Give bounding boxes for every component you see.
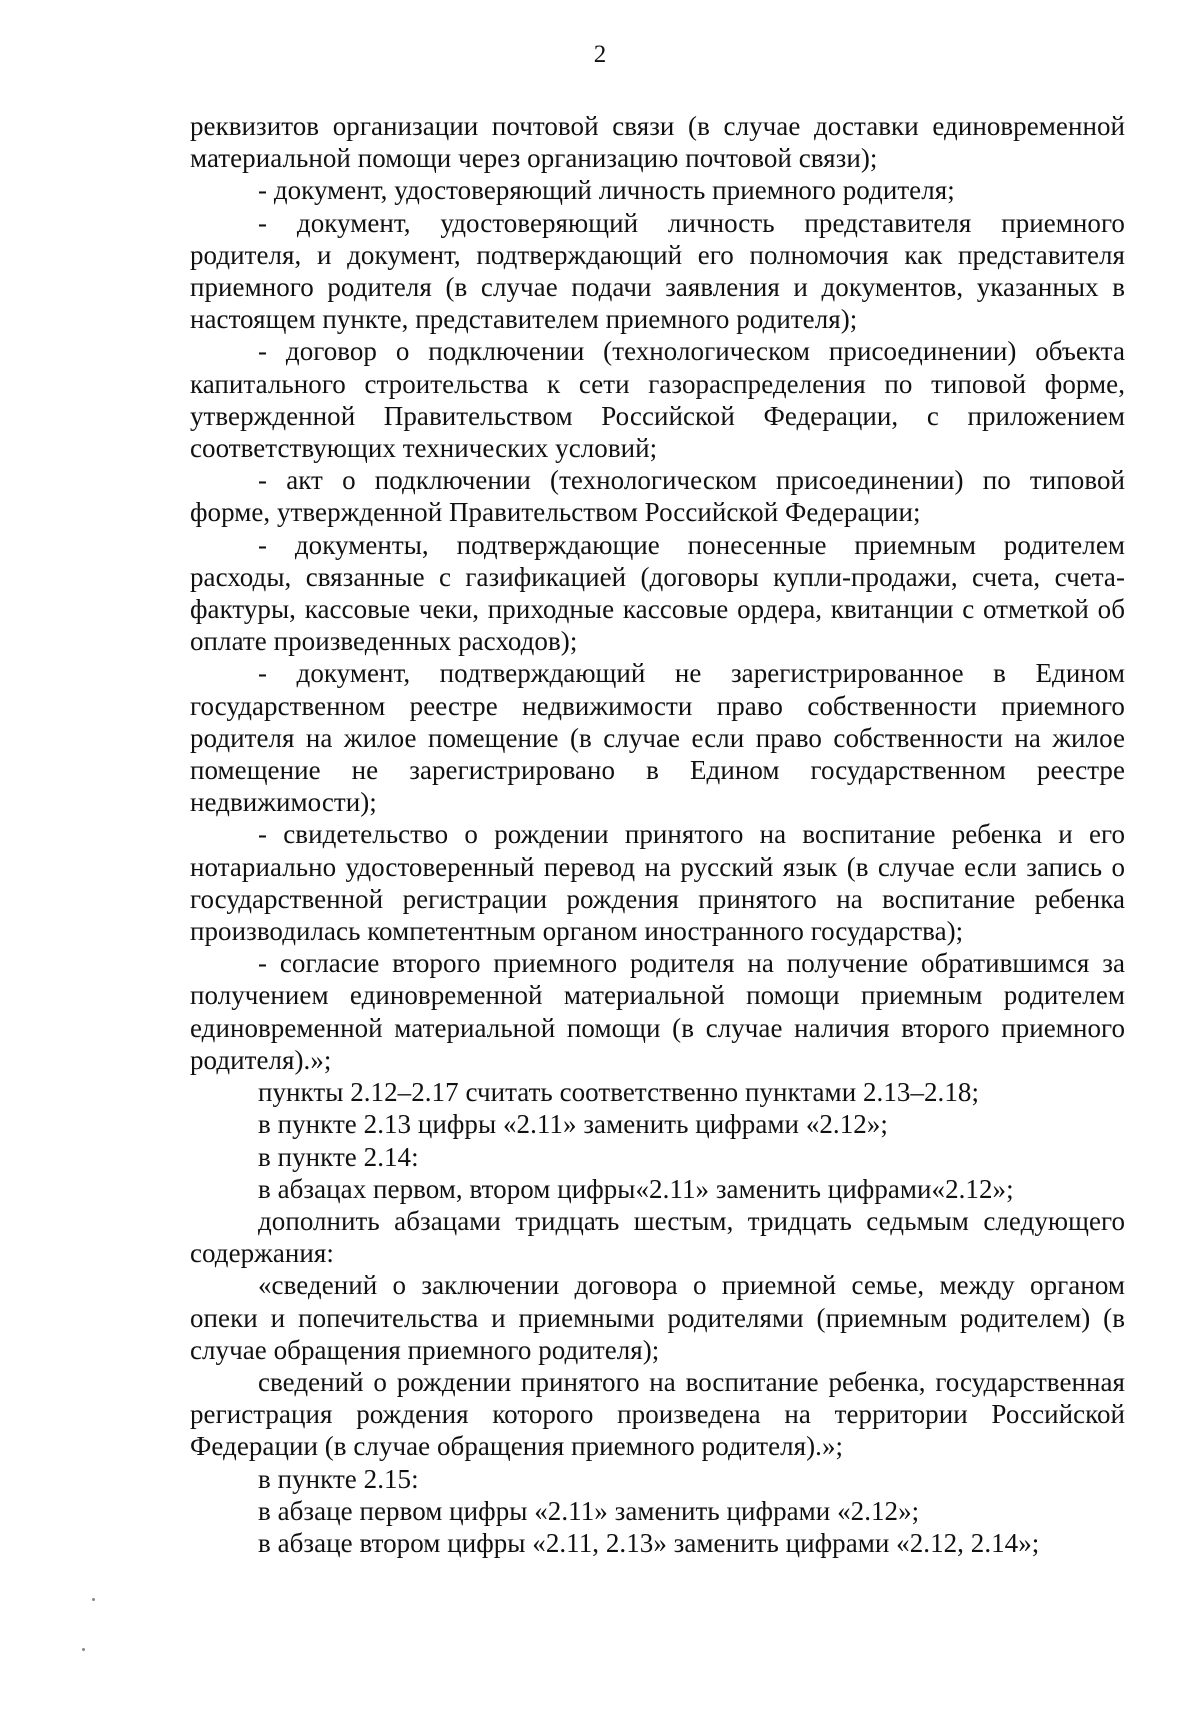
paragraph-1: реквизитов организации почтовой связи (в случае доставки единовременной материальной помощи через организацию почтовой связи); xyxy=(190,111,1125,174)
paragraph-4: - договор о подключении (технологическом присоединении) объекта капитального строительства к сети газораспределения по типовой форме, утвержденной Правительством Российской Федерации, с приложением соответствующих технических условий; xyxy=(190,336,1125,464)
paragraph-13: в абзацах первом, втором цифры«2.11» заменить цифрами«2.12»; xyxy=(258,1173,1014,1204)
scan-speck xyxy=(82,1648,85,1651)
paragraph-7: - документ, подтверждающий не зарегистрированное в Едином государственном реестре недвижимости право собственности приемного родителя на жилое помещение (в случае если право собственности на жилое помещение не зарегистрировано в Едином государственном реестре недвижимости); xyxy=(190,658,1125,818)
paragraph-12: в пункте 2.14: xyxy=(258,1141,419,1172)
page-number: 2 xyxy=(593,41,607,68)
paragraph-18: в абзаце первом цифры «2.11» заменить цифрами «2.12»; xyxy=(258,1495,920,1526)
paragraph-15: «сведений о заключении договора о приемной семье, между органом опеки и попечительства и приемными родителями (приемным родителем) (в случае обращения приемного родителя); xyxy=(190,1270,1125,1365)
scan-speck xyxy=(92,1598,95,1601)
document-body xyxy=(190,110,1125,1559)
paragraph-5: - акт о подключении (технологическом присоединении) по типовой форме, утвержденной Правительством Российской Федерации; xyxy=(190,465,1125,528)
paragraph-2: - документ, удостоверяющий личность приемного родителя; xyxy=(258,175,955,206)
paragraph-3: - документ, удостоверяющий личность представителя приемного родителя, и документ, подтверждающий его полномочия как представителя приемного родителя (в случае подачи заявления и документов, указанных в настоящем пункте, представителем приемного родителя); xyxy=(190,207,1125,335)
paragraph-19: в абзаце втором цифры «2.11, 2.13» заменить цифрами «2.12, 2.14»; xyxy=(258,1527,1040,1558)
paragraph-8: - свидетельство о рождении принятого на воспитание ребенка и его нотариально удостоверенный перевод на русский язык (в случае если запись о государственной регистрации рождения принятого на воспитание ребенка производилась компетентным органом иностранного государства); xyxy=(190,819,1125,947)
paragraph-10: пункты 2.12–2.17 считать соответственно пунктами 2.13–2.18; xyxy=(258,1077,979,1108)
paragraph-6: - документы, подтверждающие понесенные приемным родителем расходы, связанные с газификацией (договоры купли-продажи, счета, счета-фактуры, кассовые чеки, приходные кассовые ордера, квитанции с отметкой об оплате произведенных расходов); xyxy=(190,529,1125,657)
paragraph-9: - согласие второго приемного родителя на получение обратившимся за получением единовременной материальной помощи приемным родителем единовременной материальной помощи (в случае наличия второго приемного родителя).»; xyxy=(190,948,1125,1075)
paragraph-16: сведений о рождении принятого на воспитание ребенка, государственная регистрация рождения которого произведена на территории Российской Федерации (в случае обращения приемного родителя).»; xyxy=(190,1366,1125,1462)
paragraph-17: в пункте 2.15: xyxy=(258,1463,419,1494)
paragraph-11: в пункте 2.13 цифры «2.11» заменить цифрами «2.12»; xyxy=(258,1109,888,1140)
paragraph-14: дополнить абзацами тридцать шестым, тридцать седьмым следующего содержания: xyxy=(190,1205,1125,1269)
